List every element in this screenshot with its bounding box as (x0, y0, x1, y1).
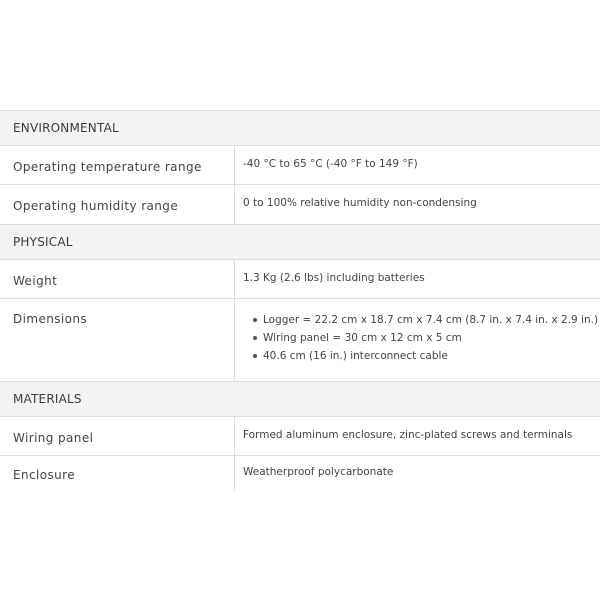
section-title: MATERIALS (13, 392, 82, 406)
section-header-materials (0, 381, 600, 417)
bullet-icon (253, 354, 257, 358)
table-row (0, 299, 600, 381)
section-header-environmental (0, 110, 600, 146)
bullet-icon (253, 336, 257, 340)
section-title: PHYSICAL (13, 235, 73, 249)
row-value: -40 °C to 65 °C (-40 °F to 149 °F) (243, 158, 418, 170)
dimensions-list (243, 311, 600, 365)
table-row (0, 146, 600, 185)
list-item (253, 329, 600, 347)
bullet-icon (253, 318, 257, 322)
row-value: Formed aluminum enclosure, zinc-plated screws and terminals (243, 429, 573, 441)
row-value: 0 to 100% relative humidity non-condensing (243, 197, 477, 209)
table-row (0, 456, 600, 490)
row-label: Operating humidity range (0, 185, 235, 224)
table-row (0, 260, 600, 299)
row-label: Enclosure (0, 456, 235, 490)
table-row (0, 417, 600, 456)
row-label: Operating temperature range (0, 146, 235, 184)
list-item-text: Wiring panel = 30 cm x 12 cm x 5 cm (263, 332, 462, 344)
row-label: Wiring panel (0, 417, 235, 455)
list-item (253, 311, 600, 329)
spec-table (0, 110, 600, 490)
row-value: 1.3 Kg (2.6 lbs) including batteries (243, 272, 425, 284)
table-row (0, 185, 600, 224)
row-label: Weight (0, 260, 235, 298)
row-label: Dimensions (0, 299, 235, 381)
list-item (253, 347, 600, 365)
row-value (235, 299, 600, 381)
row-value: Weatherproof polycarbonate (243, 466, 394, 478)
section-header-physical (0, 224, 600, 260)
list-item-text: Logger = 22.2 cm x 18.7 cm x 7.4 cm (8.7 in. x 7.4 in. x 2.9 in.) (263, 314, 599, 326)
list-item-text: 40.6 cm (16 in.) interconnect cable (263, 350, 448, 362)
section-title: ENVIRONMENTAL (13, 121, 119, 135)
